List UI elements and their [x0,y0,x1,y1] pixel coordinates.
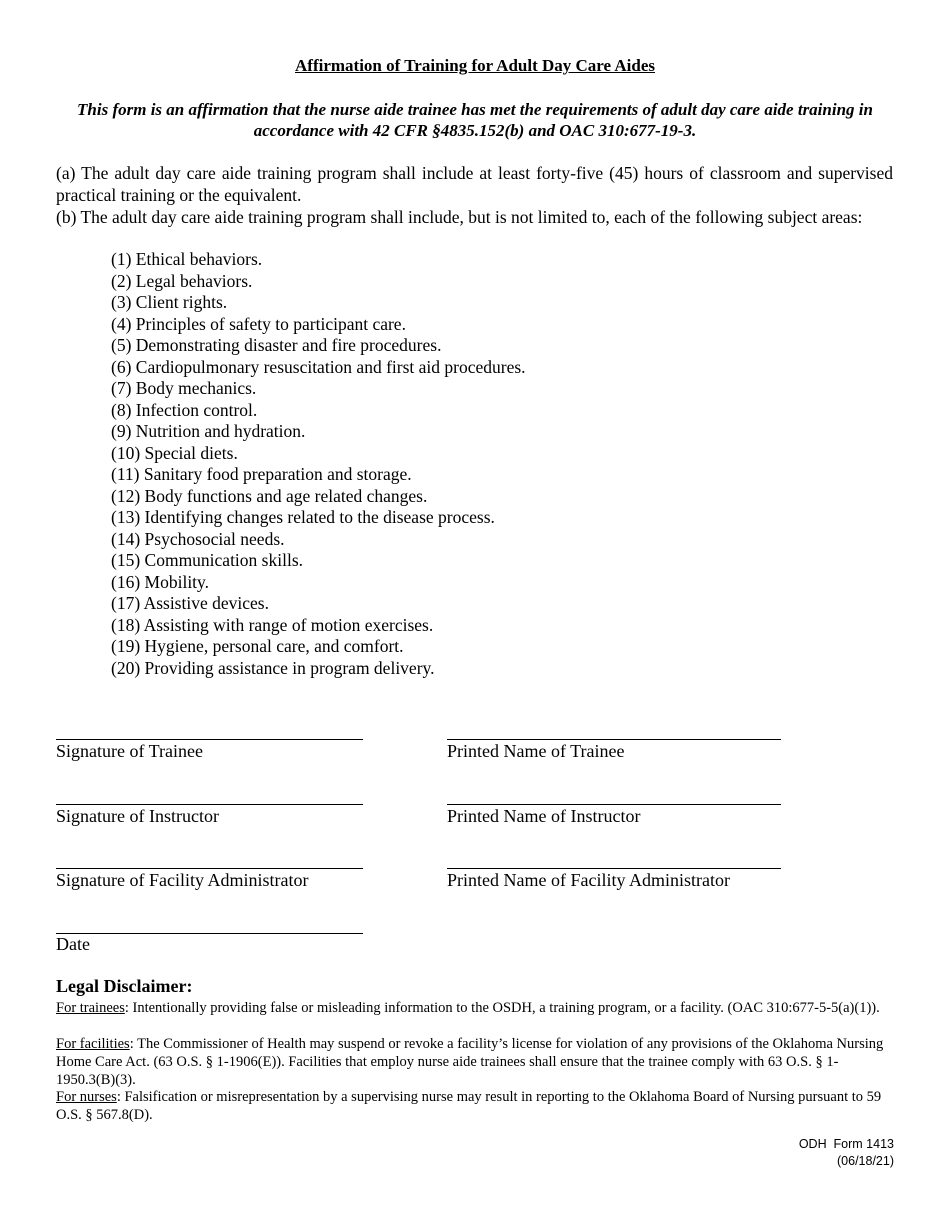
list-item: (2) Legal behaviors. [111,270,253,291]
list-item: (5) Demonstrating disaster and fire procedures. [111,335,442,355]
trainee-name-label: Printed Name of Trainee [447,741,625,761]
list-item: (12) Body functions and age related changes. [111,485,428,506]
instructor-name-line[interactable] [447,804,781,805]
trainee-signature-label: Signature of Trainee [56,741,203,761]
list-item: (9) Nutrition and hydration. [111,421,306,441]
disclaimer-trainees [56,999,896,1017]
list-item: (18) Assisting with range of motion exercises. [111,614,434,635]
trainee-name-line[interactable] [447,739,781,740]
disclaimer-facilities [56,1035,896,1089]
list-item: (4) Principles of safety to participant care. [111,313,406,334]
paragraph-a: (a) The adult day care aide training program shall include at least forty-five (45) hours of classroom and supervised practical training or the equivalent. [56,163,893,205]
date-line[interactable] [56,933,363,934]
list-item: (19) Hygiene, personal care, and comfort. [111,636,404,656]
list-item: (7) Body mechanics. [111,378,257,398]
list-item: (14) Psychosocial needs. [111,528,285,549]
disclaimer-facilities-label: For facilities [56,1036,130,1052]
instructor-signature-label: Signature of Instructor [56,806,219,826]
list-item: (13) Identifying changes related to the disease process. [111,507,495,527]
disclaimer-nurses [56,1088,896,1124]
form-purpose-statement: This form is an affirmation that the nurse aide trainee has met the requirements of adult day care aide training in accordance with 42 CFR §4835.152(b) and OAC 310:677-19-3. [77,100,873,140]
list-item: (20) Providing assistance in program delivery. [111,657,435,678]
list-item: (1) Ethical behaviors. [111,249,263,269]
instructor-signature-line[interactable] [56,804,363,805]
disclaimer-trainees-text: : Intentionally providing false or misleading information to the OSDH, a training program, or a facility. (OAC 310:677-5-5(a)(1)). [124,1000,880,1016]
admin-name-label: Printed Name of Facility Administrator [447,870,730,890]
disclaimer-facilities-text: : The Commissioner of Health may suspend or revoke a facility’s license for violation of any provisions of the Oklahoma Nursing Home Care Act. (63 O.S. § 1-1906(E)). Facilities that employ nurse aide trainees shall ensure that the trainee comply with 63 O.S. § 1-1950.3(B)(3). [56,1036,884,1088]
list-item: (8) Infection control. [111,399,258,420]
disclaimer-trainees-label: For trainees [56,1000,125,1016]
instructor-name-label: Printed Name of Instructor [447,806,641,826]
list-item: (15) Communication skills. [111,550,304,570]
form-number: ODH Form 1413 [798,1137,894,1151]
paragraph-b: (b) The adult day care aide training program shall include, but is not limited to, each of the following subject areas: [56,207,863,227]
disclaimer-nurses-text: : Falsification or misrepresentation by a supervising nurse may result in reporting to the Oklahoma Board of Nursing pursuant to 59 O.S. § 567.8(D). [56,1089,882,1123]
form-identifier [799,1136,894,1170]
list-item: (3) Client rights. [111,292,228,312]
list-item: (11) Sanitary food preparation and storage. [111,464,412,484]
legal-disclaimer-heading: Legal Disclaimer: [56,976,193,996]
page-title: Affirmation of Training for Adult Day Care Aides [295,56,655,75]
form-revision-date: (06/18/21) [837,1154,894,1168]
subject-areas-list [111,249,526,679]
disclaimer-nurses-label: For nurses [56,1089,117,1105]
trainee-signature-line[interactable] [56,739,363,740]
admin-signature-line[interactable] [56,868,363,869]
list-item: (17) Assistive devices. [111,593,269,613]
list-item: (10) Special diets. [111,442,238,463]
list-item: (6) Cardiopulmonary resuscitation and first aid procedures. [111,356,526,377]
date-label: Date [56,934,90,954]
list-item: (16) Mobility. [111,571,210,592]
admin-name-line[interactable] [447,868,781,869]
admin-signature-label: Signature of Facility Administrator [56,870,309,890]
